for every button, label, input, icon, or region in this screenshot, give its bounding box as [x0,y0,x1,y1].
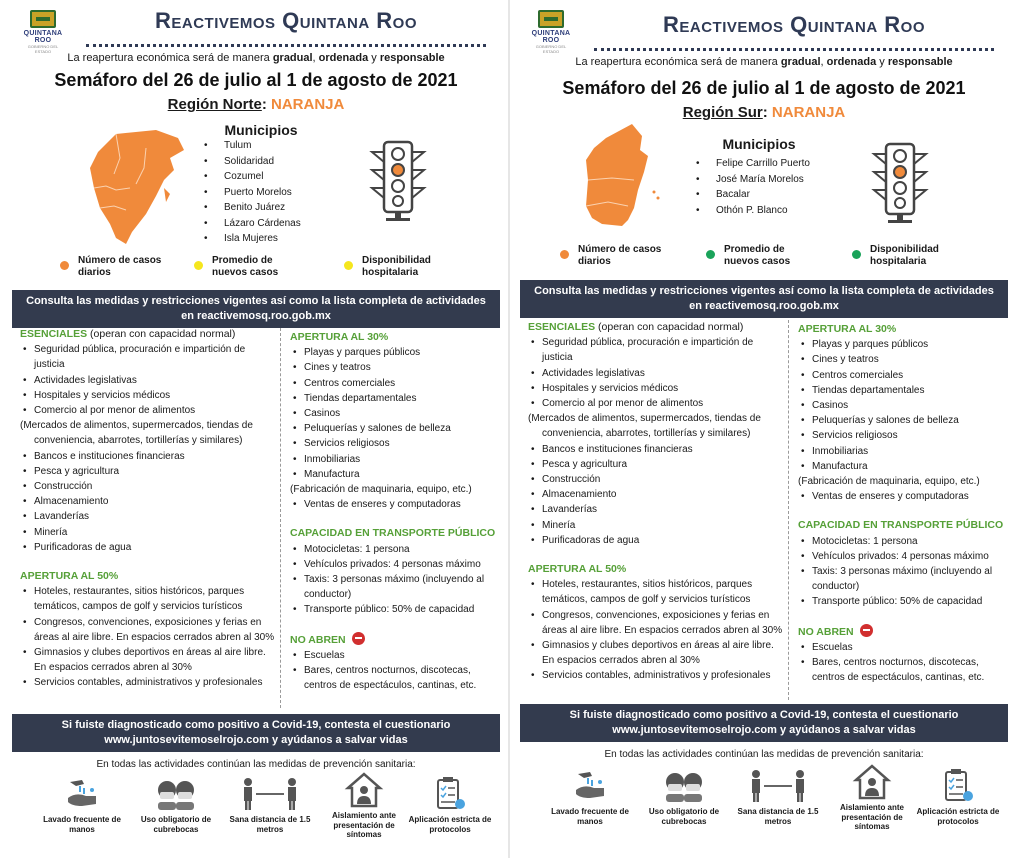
section-title-apertura-30: APERTURA AL 30% [290,331,389,343]
list-item: • Hospitales y servicios médicos [20,388,275,403]
list-item: • Tiendas departamentales [290,391,500,406]
section-title-apertura-30: APERTURA AL 30% [798,323,897,335]
list-item: • Bares, centros nocturnos, discotecas, centros de espectáculos, cantinas, etc. [290,663,500,693]
protocol-icon [430,776,470,812]
indicator-disponibilidad: Disponibilidad hospitalaria [850,244,970,268]
panel-region-norte [6,0,506,858]
column-divider [280,328,281,708]
list-item: • Vehículos privados: 4 personas máximo [290,557,500,572]
region-heading: Región Norte: NARANJA [167,96,345,113]
list-item: • Minería [528,518,783,533]
list-item: • Seguridad pública, procuración e impartición de justicia [528,335,783,365]
list-item: • Lavanderías [20,509,275,524]
section-title-apertura-50: APERTURA AL 50% [528,563,627,576]
title-divider [86,44,486,47]
prevencion-title: En todas las actividades continúan las medidas de prevención sanitaria: [96,759,416,770]
panel-region-sur [514,0,1014,858]
prevention-item [912,768,1004,826]
covid-banner: Si fuiste diagnosticado como positivo a Covid-19, contesta el cuestionario www.juntosevitemoselrojo.com y ayúdanos a salvar vidas [12,714,500,752]
municipios-title: Municipios [722,136,796,152]
prevention-item [130,776,222,834]
list-item: • Peluquerías y salones de belleza [290,421,500,436]
prevention-label: Aislamiento ante presentación de síntomas [839,803,904,831]
page-title: Reactivemos Quintana Roo [662,12,925,37]
column-apertura-30 [290,330,500,693]
semaforo-dates: Semáforo del 26 de julio al 1 de agosto de 2021 [562,78,966,98]
semaforo-dates: Semáforo del 26 de julio al 1 de agosto de 2021 [54,70,458,90]
list-item: • Seguridad pública, procuración e impartición de justicia [20,342,275,372]
list-item: • Hospitales y servicios médicos [528,381,783,396]
prevention-item [826,762,918,832]
isolation-icon [852,762,892,800]
prevention-label: Lavado frecuente de manos [551,807,629,826]
prevention-label: Sana distancia de 1.5 metros [737,807,819,826]
municipios-title: Municipios [224,122,298,138]
note-text: conveniencia, abarrotes, tortillerías y similares) [542,428,751,440]
list-item: • Minería [20,525,275,540]
logo-name: QUINTANA ROO [531,30,571,44]
list-item: • Tulum [202,138,301,154]
list-item: • Congresos, convenciones, exposiciones y ferias en áreas al aire libre. En espacios cerrados abren al 30% [20,615,275,645]
prevention-label: Lavado frecuente de manos [43,815,121,834]
handwash-icon [570,768,610,804]
note-text: (Mercados de alimentos, supermercados, tiendas de [20,420,253,432]
note-text: conveniencia, abarrotes, tortillerías y similares) [34,435,243,447]
note-text: (Fabricación de maquinaria, equipo, etc.) [290,484,472,496]
section-title-apertura-50: APERTURA AL 50% [20,570,119,583]
list-item: • Servicios contables, administrativos y profesionales [20,675,275,690]
list-item: • Congresos, convenciones, exposiciones y ferias en áreas al aire libre. En espacios cerrados abren al 30% [528,608,783,638]
list-item: • Escuelas [798,640,1008,655]
logo-emblem-icon [30,10,56,28]
list-item: • Puerto Morelos [202,185,301,201]
list-item: • Almacenamiento [20,494,275,509]
prevencion-title: En todas las actividades continúan las medidas de prevención sanitaria: [604,749,924,760]
list-item: • Othón P. Blanco [694,203,810,219]
list-item: • Vehículos privados: 4 personas máximo [798,549,1008,564]
isolation-icon [344,770,384,808]
list-item: • Almacenamiento [528,487,783,502]
prevention-label: Aislamiento ante presentación de síntomas [331,811,396,839]
list-item: • Motocicletas: 1 persona [798,534,1008,549]
section-title-transporte: CAPACIDAD EN TRANSPORTE PÚBLICO [798,519,1004,532]
distance-icon [240,776,300,812]
indicator-casos: Número de casos diarios [58,255,168,279]
column-esenciales [20,327,275,691]
region-heading: Región Sur: NARANJA [682,104,846,121]
title-divider [594,48,994,51]
mask-icon [154,776,198,812]
status-dot-icon [706,250,715,259]
prevention-item [318,770,410,840]
list-item: • Peluquerías y salones de belleza [798,413,1008,428]
logo-sub: GOBIERNO DEL ESTADO [535,44,567,54]
list-item: • Isla Mujeres [202,231,301,247]
list-item: • Lázaro Cárdenas [202,216,301,232]
list-item: • Transporte público: 50% de capacidad [290,602,500,617]
panel-divider [508,0,510,858]
municipios-list [694,156,810,218]
logo-emblem-icon [538,10,564,28]
list-item: • Taxis: 3 personas máximo (incluyendo al conductor) [798,564,1008,594]
list-item: • Bancos e instituciones financieras [20,449,275,464]
list-item: • Motocicletas: 1 persona [290,542,500,557]
list-item: • Pesca y agricultura [20,464,275,479]
note-text: (Mercados de alimentos, supermercados, tiendas de [528,413,761,425]
list-item: • Cines y teatros [798,352,1008,367]
list-item: • Transporte público: 50% de capacidad [798,594,1008,609]
list-item: • Comercio al por menor de alimentos [528,396,783,411]
list-item: • Felipe Carrillo Puerto [694,156,810,172]
section-title-esenciales: ESENCIALES (operan con capacidad normal) [528,321,744,333]
list-item: • Hoteles, restaurantes, sitios históricos, parques temáticos, campos de golf y servicios turísticos [20,584,275,614]
prevention-item [638,768,730,826]
status-dot-icon [560,250,569,259]
list-item: • Solidaridad [202,154,301,170]
list-item: • Actividades legislativas [20,373,275,388]
list-item: • Escuelas [290,648,500,663]
indicator-casos: Número de casos diarios [558,244,668,268]
no-entry-icon [860,624,873,637]
prevention-item [544,768,636,826]
intro-text: La reapertura económica será de manera gradual, ordenada y responsable [67,52,445,64]
list-item: • Casinos [798,398,1008,413]
list-item: • Actividades legislativas [528,366,783,381]
list-item: • Playas y parques públicos [798,337,1008,352]
list-item: • José María Morelos [694,172,810,188]
list-item: • Construcción [528,472,783,487]
prevention-item [36,776,128,834]
section-title-esenciales: ESENCIALES (operan con capacidad normal) [20,328,236,340]
prevention-label: Aplicación estricta de protocolos [916,807,1000,826]
list-item: • Bares, centros nocturnos, discotecas, centros de espectáculos, cantinas, etc. [798,655,1008,685]
list-item: • Comercio al por menor de alimentos [20,403,275,418]
list-item: • Bacalar [694,187,810,203]
list-item: • Inmobiliarias [290,452,500,467]
indicator-disponibilidad: Disponibilidad hospitalaria [342,255,462,279]
consulta-banner: Consulta las medidas y restricciones vigentes así como la lista completa de actividades en reactivemosq.roo.gob.mx [520,280,1008,318]
status-dot-icon [852,250,861,259]
distance-icon [748,768,808,804]
list-item: • Tiendas departamentales [798,383,1008,398]
list-item: • Bancos e instituciones financieras [528,442,783,457]
list-item: • Hoteles, restaurantes, sitios históricos, parques temáticos, campos de golf y servicios turísticos [528,577,783,607]
list-item: • Taxis: 3 personas máximo (incluyendo al conductor) [290,572,500,602]
list-item: • Cines y teatros [290,360,500,375]
list-item: • Servicios religiosos [290,436,500,451]
list-item: • Gimnasios y clubes deportivos en áreas al aire libre. En espacios cerrados abren al 30% [20,645,275,675]
logo-name: QUINTANA ROO [23,30,63,44]
section-title-no-abren: NO ABREN [798,624,1008,640]
section-title-no-abren: NO ABREN [290,632,500,648]
status-dot-icon [60,261,69,270]
logo-sub: GOBIERNO DEL ESTADO [27,44,59,54]
list-item: • Benito Juárez [202,200,301,216]
map-region-sur-icon [582,120,672,230]
prevention-item [224,776,316,834]
protocol-icon [938,768,978,804]
prevention-label: Sana distancia de 1.5 metros [229,815,311,834]
page-title: Reactivemos Quintana Roo [154,8,417,33]
list-item: • Centros comerciales [798,368,1008,383]
list-item: • Ventas de enseres y computadoras [798,489,1008,504]
prevention-item [404,776,496,834]
indicator-promedio: Promedio de nuevos casos [192,255,302,279]
column-esenciales [528,320,783,684]
list-item: • Manufactura [798,459,1008,474]
list-item: • Construcción [20,479,275,494]
prevention-label: Uso obligatorio de cubrebocas [140,815,212,834]
status-dot-icon [344,261,353,270]
status-dot-icon [194,261,203,270]
mask-icon [662,768,706,804]
list-item: • Servicios contables, administrativos y profesionales [528,668,783,683]
covid-banner: Si fuiste diagnosticado como positivo a Covid-19, contesta el cuestionario www.juntosevitemoselrojo.com y ayúdanos a salvar vidas [520,704,1008,742]
traffic-light-icon [368,140,428,222]
list-item: • Cozumel [202,169,301,185]
note-text: (Fabricación de maquinaria, equipo, etc.) [798,476,980,488]
handwash-icon [62,776,102,812]
prevention-label: Aplicación estricta de protocolos [408,815,492,834]
intro-text: La reapertura económica será de manera gradual, ordenada y responsable [575,56,953,68]
section-title-transporte: CAPACIDAD EN TRANSPORTE PÚBLICO [290,527,496,540]
column-apertura-30 [798,322,1008,685]
list-item: • Inmobiliarias [798,444,1008,459]
no-entry-icon [352,632,365,645]
traffic-light-icon [870,142,930,224]
list-item: • Gimnasios y clubes deportivos en áreas al aire libre. En espacios cerrados abren al 30% [528,638,783,668]
prevention-item [732,768,824,826]
list-item: • Pesca y agricultura [528,457,783,472]
consulta-banner: Consulta las medidas y restricciones vigentes así como la lista completa de actividades en reactivemosq.roo.gob.mx [12,290,500,328]
list-item: • Purificadoras de agua [20,540,275,555]
list-item: • Ventas de enseres y computadoras [290,497,500,512]
list-item: • Lavanderías [528,502,783,517]
list-item: • Manufactura [290,467,500,482]
list-item: • Servicios religiosos [798,428,1008,443]
list-item: • Centros comerciales [290,376,500,391]
list-item: • Casinos [290,406,500,421]
prevention-label: Uso obligatorio de cubrebocas [648,807,720,826]
indicator-promedio: Promedio de nuevos casos [704,244,814,268]
map-region-norte-icon [86,128,196,246]
logo [20,10,66,54]
logo [528,10,574,54]
list-item: • Playas y parques públicos [290,345,500,360]
column-divider [788,320,789,700]
municipios-list [202,138,301,247]
list-item: • Purificadoras de agua [528,533,783,548]
